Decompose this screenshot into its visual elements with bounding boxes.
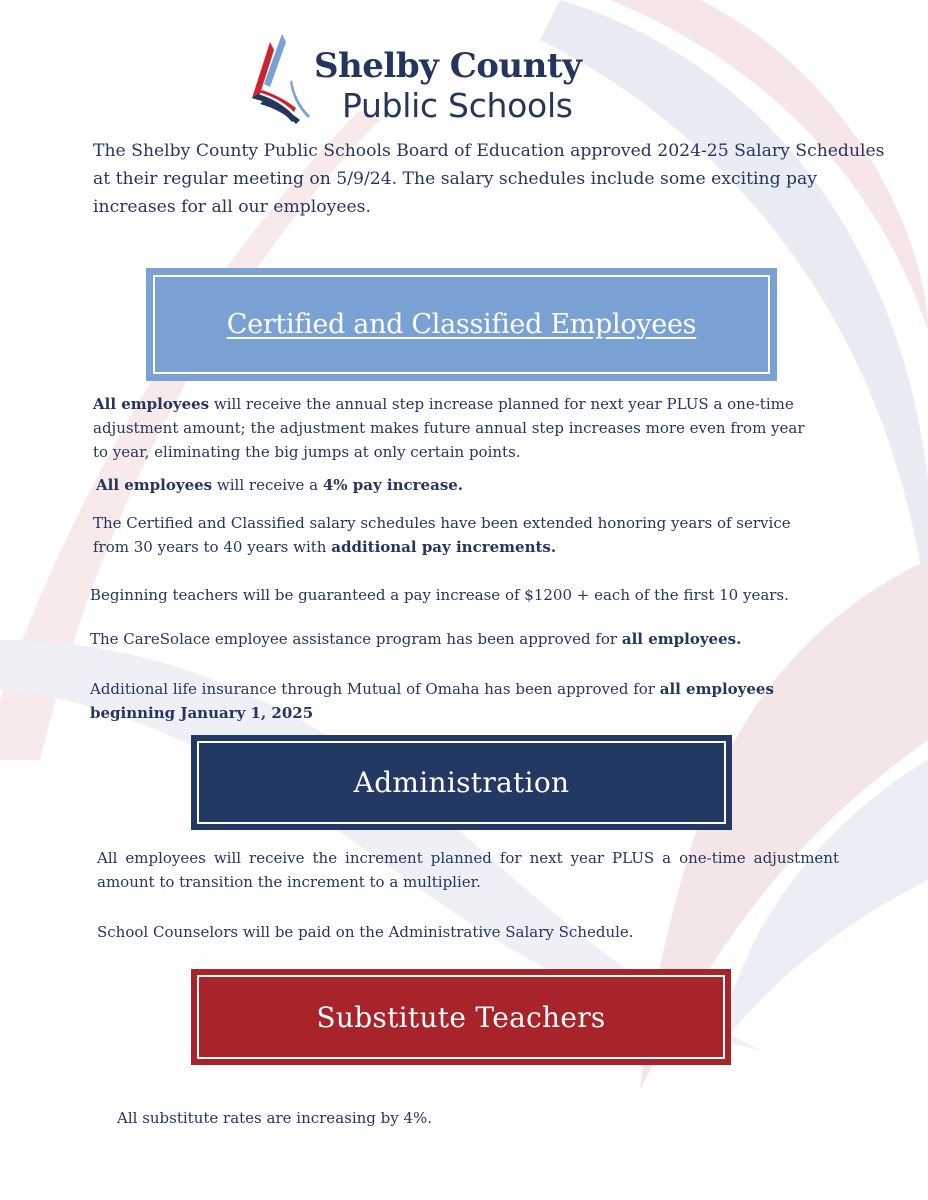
intro-paragraph: The Shelby County Public Schools Board of Education approved 2024-25 Salary Schedules at their regular meeting on 5/9/24. The salary schedules include some exciting pay increases for all our employees. — [93, 141, 885, 217]
certified-item-5 — [90, 627, 890, 651]
item-text: The Certified and Classified salary schedules have been extended honoring years of service from 30 years to 40 years with — [93, 514, 791, 556]
section-title: Administration — [353, 766, 570, 799]
certified-item-2 — [96, 473, 816, 497]
certified-item-3 — [93, 511, 813, 559]
item-text: will receive a — [212, 476, 323, 494]
section-title: Certified and Classified Employees — [226, 309, 697, 340]
emphasis: additional pay increments. — [331, 538, 557, 556]
logo-name-line2: Public Schools — [342, 86, 573, 125]
district-logo — [248, 28, 648, 128]
administration-header — [191, 735, 732, 830]
administration-item-1: All employees will receive the increment planned for next year PLUS a one-time adjustment amount to transition the increment to a multiplier. — [97, 849, 839, 891]
certified-item-6 — [90, 677, 790, 725]
header-frame — [153, 275, 770, 374]
emphasis: all employees. — [621, 630, 742, 648]
item-text: Additional life insurance through Mutual of Omaha has been approved for — [90, 680, 660, 698]
item-text: The CareSolace employee assistance program has been approved for — [90, 630, 622, 648]
emphasis: all employees beginning January 1, 2025 — [90, 680, 774, 722]
logo-name-line1: Shelby County — [314, 46, 582, 86]
emphasis: All employees — [96, 476, 213, 494]
header-frame — [197, 741, 726, 824]
emphasis: All employees — [93, 395, 210, 413]
substitute-teachers-header — [191, 969, 731, 1065]
certified-item-1 — [93, 392, 813, 464]
open-book-icon — [248, 32, 322, 124]
item-text: will receive the annual step increase planned for next year PLUS a one-time adjustment amount; the adjustment makes future annual step increases more even from year to year, eliminating the big jumps at only certain points. — [93, 395, 805, 461]
emphasis: 4% pay increase. — [322, 476, 464, 494]
section-title: Substitute Teachers — [316, 1000, 606, 1034]
substitute-item-1: All substitute rates are increasing by 4%. — [117, 1109, 433, 1127]
certified-classified-header — [146, 268, 777, 381]
item-text: Beginning teachers will be guaranteed a pay increase of $1200 + each of the first 10 years. — [90, 586, 789, 604]
header-frame — [197, 975, 725, 1059]
certified-item-4 — [90, 583, 890, 607]
administration-item-2: School Counselors will be paid on the Administrative Salary Schedule. — [97, 923, 634, 941]
